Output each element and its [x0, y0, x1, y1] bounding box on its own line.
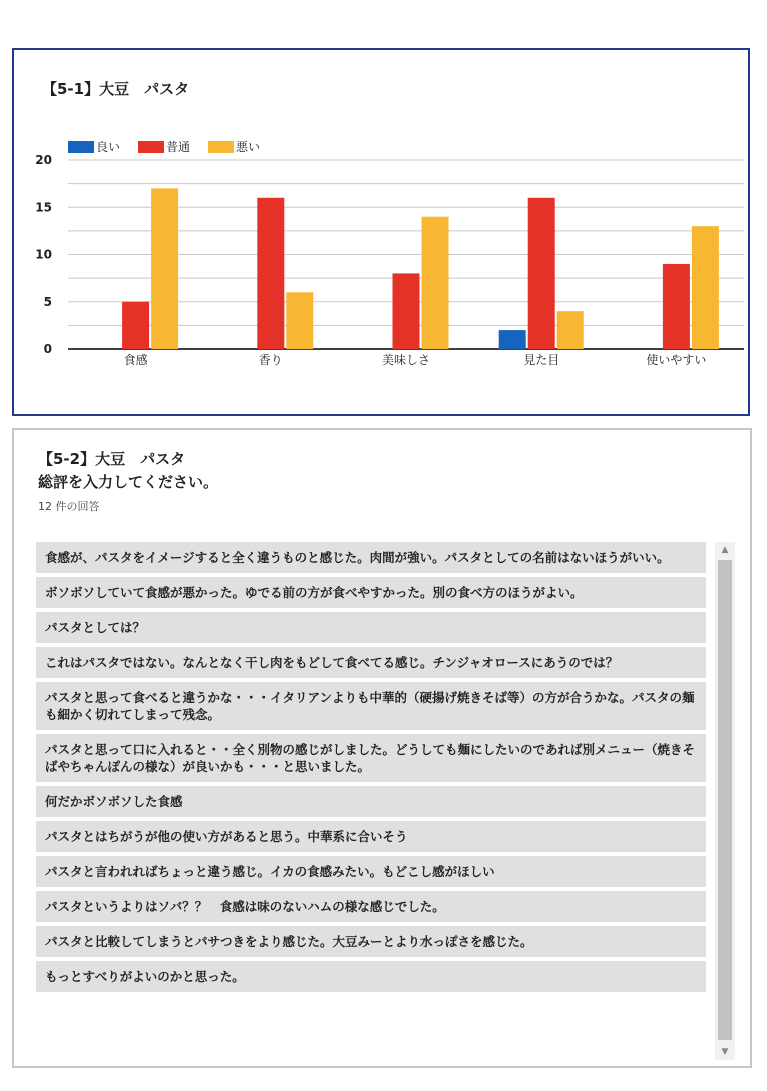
- bar-悪い: [286, 292, 313, 349]
- y-tick-label: 5: [43, 294, 52, 309]
- y-tick-label: 0: [43, 342, 52, 356]
- bar-普通: [122, 302, 149, 349]
- scroll-down-arrow-icon[interactable]: ▼: [721, 1047, 729, 1057]
- response-item: パスタというよりはソバ？？ 食感は味のないハムの様な感じでした。: [36, 891, 706, 922]
- bar-chart: [14, 50, 748, 414]
- bar-悪い: [422, 217, 449, 349]
- bar-良い: [499, 330, 526, 349]
- response-item: ボソボソしていて食感が悪かった。ゆでる前の方が食べやすかった。別の食べ方のほうがよい。: [36, 577, 706, 608]
- y-tick-label: 15: [35, 200, 52, 215]
- bar-悪い: [151, 188, 178, 349]
- x-tick-label: 使いやすい: [646, 353, 707, 367]
- x-tick-label: 見た目: [523, 353, 560, 367]
- bar-普通: [528, 198, 555, 349]
- x-tick-label: 食感: [123, 353, 148, 367]
- legend-label: 悪い: [236, 140, 261, 154]
- legend-swatch: [138, 141, 164, 153]
- chart-title: 【5-1】大豆 パスタ: [42, 80, 190, 98]
- legend-label: 良い: [96, 140, 121, 154]
- y-tick-label: 10: [35, 247, 52, 262]
- chart-card: [12, 48, 750, 416]
- response-item: 何だかボソボソした食感: [36, 786, 706, 817]
- responses-card: [12, 428, 752, 1068]
- response-count: 12 件の回答: [38, 500, 100, 513]
- response-item: もっとすべりがよいのかと思った。: [36, 961, 706, 992]
- scrollbar-thumb[interactable]: [718, 560, 732, 1040]
- legend-swatch: [68, 141, 94, 153]
- question-text: 総評を入力してください。: [38, 473, 219, 491]
- legend-swatch: [208, 141, 234, 153]
- y-tick-label: 20: [35, 153, 52, 167]
- scrollbar[interactable]: [715, 542, 735, 1060]
- bar-普通: [393, 273, 420, 349]
- x-tick-label: 香り: [258, 353, 283, 367]
- bar-悪い: [557, 311, 584, 349]
- scroll-up-arrow-icon[interactable]: ▲: [721, 545, 729, 555]
- response-list[interactable]: [36, 542, 706, 996]
- bar-普通: [257, 198, 284, 349]
- section-title: 【5-2】大豆 パスタ: [38, 450, 186, 468]
- response-item: パスタと思って食べると違うかな・・・イタリアンよりも中華的（硬揚げ焼きそば等）の方が合うかな。パスタの麺も細かく切れてしまって残念。: [36, 682, 706, 730]
- x-tick-label: 美味しさ: [381, 353, 431, 367]
- response-item: パスタとはちがうが他の使い方があると思う。中華系に合いそう: [36, 821, 706, 852]
- bar-普通: [663, 264, 690, 349]
- response-item: パスタと思って口に入れると・・全く別物の感じがしました。どうしても麺にしたいのであれば別メニュー（焼きそばやちゃんぽんの様な）が良いかも・・・と思いました。: [36, 734, 706, 782]
- response-item: パスタと言われればちょっと違う感じ。イカの食感みたい。もどこし感がほしい: [36, 856, 706, 887]
- bar-悪い: [692, 226, 719, 349]
- response-item: これはパスタではない。なんとなく干し肉をもどして食べてる感じ。チンジャオロースにあうのでは？: [36, 647, 706, 678]
- response-item: パスタと比較してしまうとパサつきをより感じた。大豆みーとより水っぽさを感じた。: [36, 926, 706, 957]
- response-item: 食感が、パスタをイメージすると全く違うものと感じた。肉間が強い。パスタとしての名前はないほうがいい。: [36, 542, 706, 573]
- legend-label: 普通: [166, 140, 191, 154]
- response-item: パスタとしては？: [36, 612, 706, 643]
